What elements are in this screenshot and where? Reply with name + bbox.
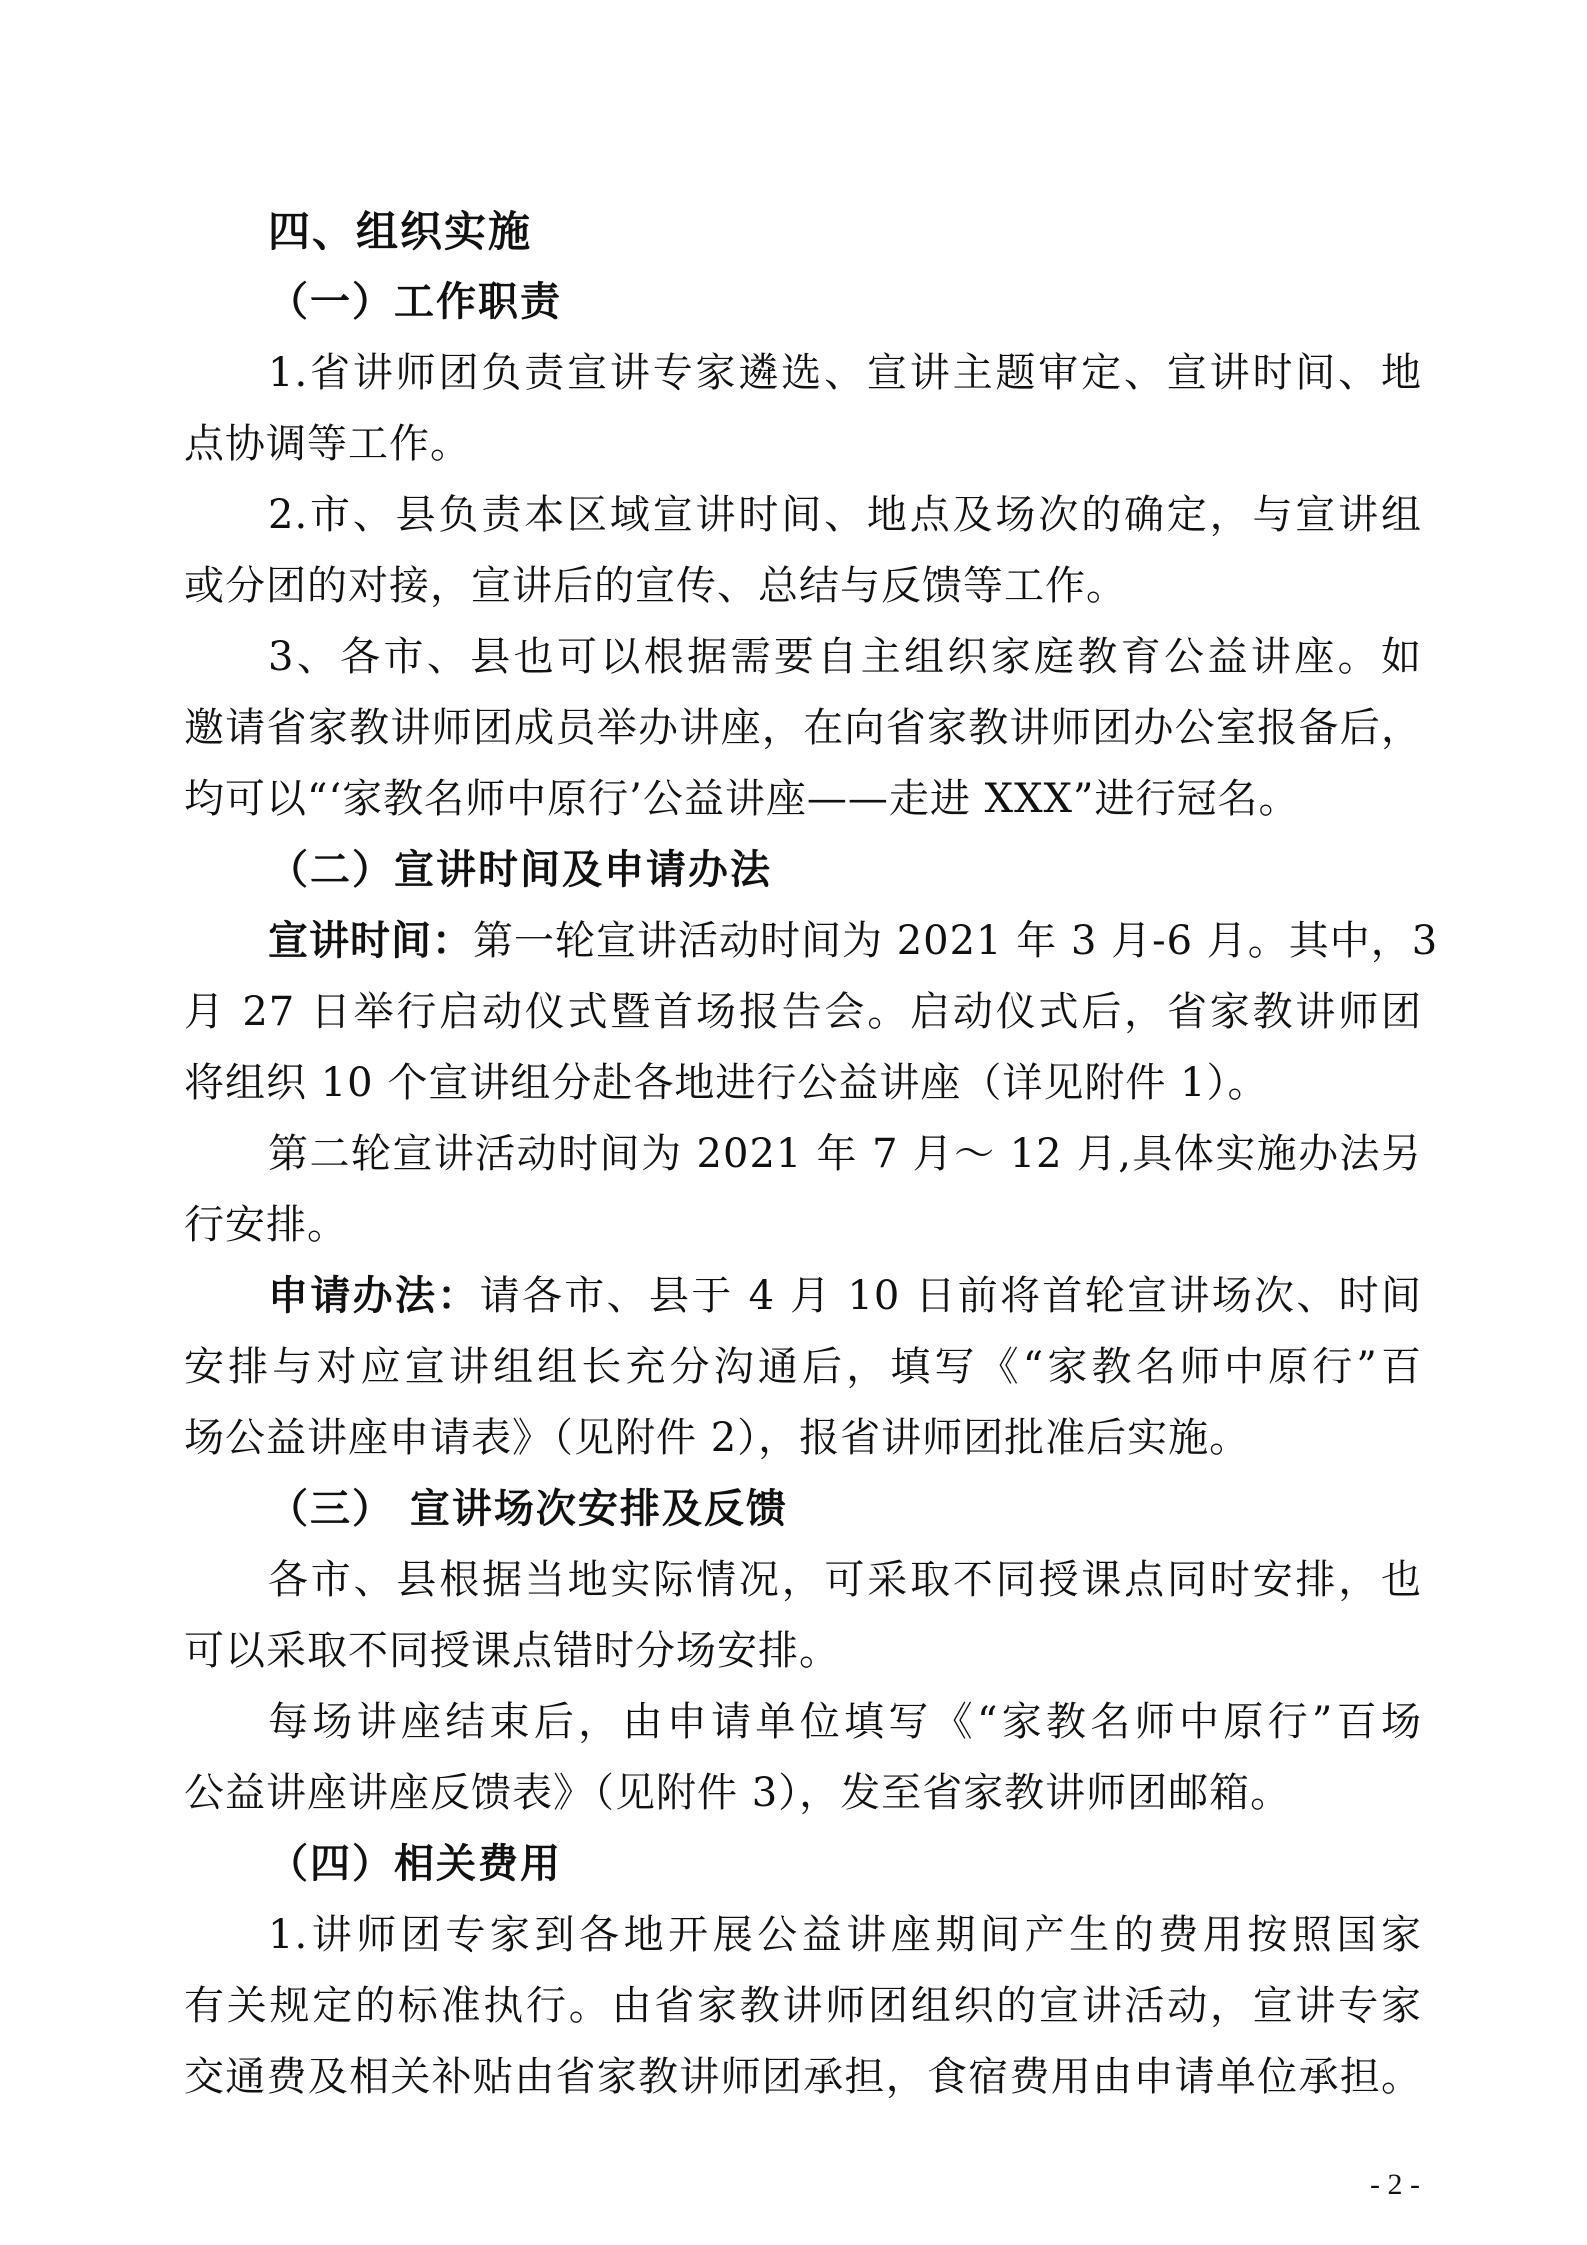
paragraph-line: 交通费及相关补贴由省家教讲师团承担，食宿费用由申请单位承担。 — [184, 2054, 1422, 2100]
paragraph-text: 请各市、县于 4 月 10 日前将首轮宣讲场次、时间 — [479, 1273, 1423, 1319]
paragraph-line: 有关规定的标准执行。由省家教讲师团组织的宣讲活动，宣讲专家 — [184, 1983, 1422, 2029]
paragraph-line: 2.市、县负责本区域宣讲时间、地点及场次的确定，与宣讲组 — [268, 492, 1422, 538]
subsection-title-arrangement: （三） 宣讲场次安排及反馈 — [268, 1486, 788, 1532]
subsection-title-schedule: （二）宣讲时间及申请办法 — [268, 847, 772, 893]
paragraph-line: 行安排。 — [184, 1202, 348, 1248]
document-body — [184, 196, 1439, 2113]
paragraph-line: 公益讲座讲座反馈表》（见附件 3），发至省家教讲师团邮箱。 — [184, 1770, 1292, 1816]
paragraph-line: 可以采取不同授课点错时分场安排。 — [184, 1628, 840, 1674]
paragraph-line: 邀请省家教讲师团成员举办讲座，在向省家教讲师团办公室报备后， — [184, 705, 1422, 751]
paragraph-line: 月 27 日举行启动仪式暨首场报告会。启动仪式后，省家教讲师团 — [184, 989, 1422, 1035]
paragraph-line: 第二轮宣讲活动时间为 2021 年 7 月～ 12 月,具体实施办法另 — [268, 1131, 1422, 1177]
paragraph-line: 每场讲座结束后，由申请单位填写《“家教名师中原行”百场 — [268, 1699, 1422, 1745]
paragraph-line: 点协调等工作。 — [184, 421, 471, 467]
paragraph-line: 场公益讲座申请表》（见附件 2），报省讲师团批准后实施。 — [184, 1415, 1251, 1461]
paragraph-line: 3、各市、县也可以根据需要自主组织家庭教育公益讲座。如 — [268, 634, 1422, 680]
paragraph-line: 将组织 10 个宣讲组分赴各地进行公益讲座（详见附件 1）。 — [184, 1060, 1269, 1106]
lead-term: 宣讲时间： — [268, 918, 473, 964]
paragraph-line: 1.省讲师团负责宣讲专家遴选、宣讲主题审定、宣讲时间、地 — [268, 350, 1422, 396]
subsection-title-work-duties: （一）工作职责 — [268, 279, 562, 325]
paragraph-line — [184, 1261, 1422, 1332]
paragraph-line: 各市、县根据当地实际情况，可采取不同授课点同时安排，也 — [268, 1557, 1422, 1603]
section-heading: 四、组织实施 — [268, 207, 533, 256]
lead-term: 申请办法： — [268, 1273, 480, 1319]
paragraph-line: 均可以“‘家教名师中原行’公益讲座——走进 XXX”进行冠名。 — [184, 776, 1300, 822]
paragraph-line: 安排与对应宣讲组组长充分沟通后，填写《“家教名师中原行”百 — [184, 1344, 1422, 1390]
paragraph-text: 第一轮宣讲活动时间为 2021 年 3 月-6 月。其中，3 — [473, 918, 1439, 964]
paragraph-line: 1.讲师团专家到各地开展公益讲座期间产生的费用按照国家 — [268, 1912, 1422, 1958]
paragraph-line: 或分团的对接，宣讲后的宣传、总结与反馈等工作。 — [184, 563, 1127, 609]
subsection-title-costs: （四）相关费用 — [268, 1841, 562, 1887]
paragraph-line — [184, 906, 1439, 977]
page-number: - 2 - — [1370, 2168, 1420, 2201]
